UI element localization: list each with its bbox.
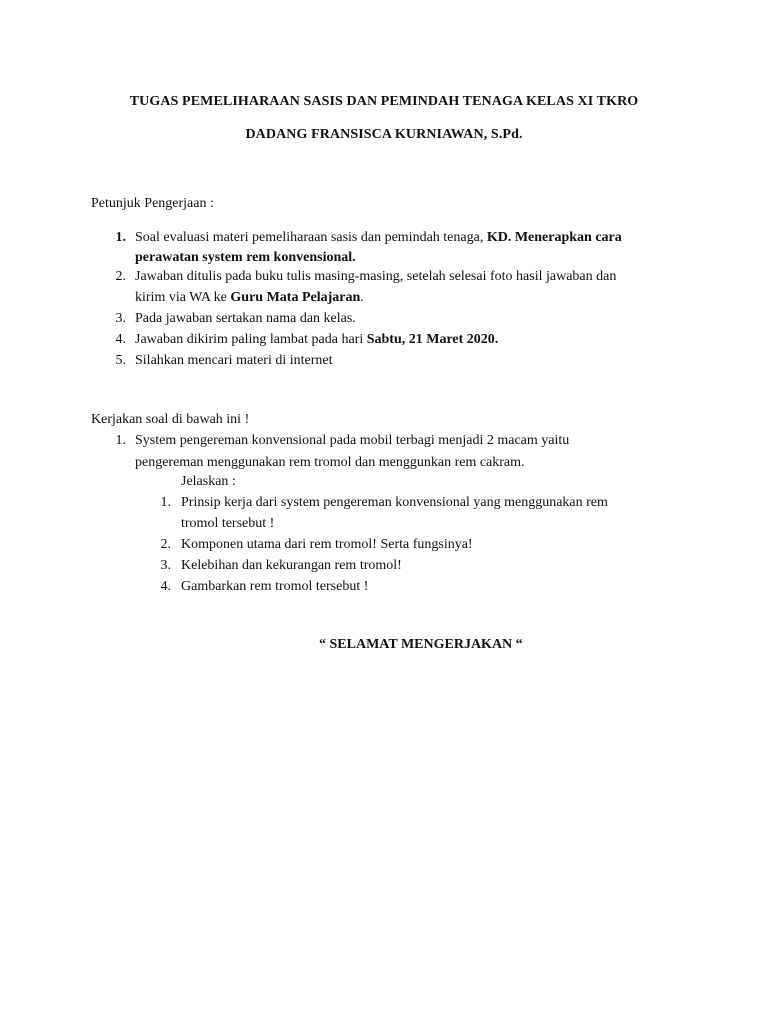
- subquestion-number: 1.: [160, 495, 171, 510]
- subquestion-number: 2.: [160, 537, 171, 552]
- instruction-item: Silahkan mencari materi di internet: [135, 353, 333, 368]
- instruction-text: kirim via WA ke: [135, 290, 231, 305]
- instruction-emphasis: Guru Mata Pelajaran: [230, 290, 361, 305]
- instruction-text: Jawaban dikirim paling lambat pada hari: [135, 332, 367, 347]
- question-text-continuation: pengereman menggunakan rem tromol dan menggunkan rem cakram.: [135, 455, 525, 470]
- subquestion-number: 4.: [160, 579, 171, 594]
- subquestion-text: Kelebihan dan kekurangan rem tromol!: [181, 558, 402, 573]
- instruction-item: [135, 229, 622, 247]
- instruction-item-continuation: [135, 289, 364, 307]
- question-number: 1.: [115, 433, 126, 448]
- instruction-emphasis: perawatan system rem konvensional.: [135, 250, 356, 265]
- closing-message: “ SELAMAT MENGERJAKAN “: [319, 637, 523, 652]
- subquestion-text-continuation: tromol tersebut !: [181, 516, 275, 531]
- subquestion-text: Prinsip kerja dari system pengereman konvensional yang menggunakan rem: [181, 495, 608, 510]
- instruction-number: 2.: [115, 269, 126, 284]
- instruction-emphasis: KD. Menerapkan cara: [486, 230, 622, 245]
- instruction-item: Pada jawaban sertakan nama dan kelas.: [135, 311, 356, 326]
- question-prompt: Jelaskan :: [181, 474, 236, 489]
- author-name: DADANG FRANSISCA KURNIAWAN, S.Pd.: [245, 127, 523, 142]
- instruction-number: 1.: [115, 230, 126, 245]
- instruction-number: 5.: [115, 353, 126, 368]
- instruction-text: .: [360, 290, 364, 305]
- subquestion-number: 3.: [160, 558, 171, 573]
- subquestion-text: Gambarkan rem tromol tersebut !: [181, 579, 369, 594]
- subquestion-text: Komponen utama dari rem tromol! Serta fungsinya!: [181, 537, 473, 552]
- questions-heading: Kerjakan soal di bawah ini !: [91, 412, 250, 427]
- instruction-item: [135, 331, 498, 349]
- question-text: System pengereman konvensional pada mobil terbagi menjadi 2 macam yaitu: [135, 433, 570, 448]
- instructions-heading: Petunjuk Pengerjaan :: [91, 196, 214, 211]
- instruction-item-continuation: [135, 249, 356, 267]
- instruction-text: Soal evaluasi materi pemeliharaan sasis dan pemindah tenaga,: [135, 230, 487, 245]
- document-title: TUGAS PEMELIHARAAN SASIS DAN PEMINDAH TENAGA KELAS XI TKRO: [129, 94, 639, 109]
- instruction-number: 4.: [115, 332, 126, 347]
- instruction-number: 3.: [115, 311, 126, 326]
- instruction-emphasis: Sabtu, 21 Maret 2020.: [366, 332, 499, 347]
- instruction-item: Jawaban ditulis pada buku tulis masing-masing, setelah selesai foto hasil jawaban dan: [135, 269, 617, 284]
